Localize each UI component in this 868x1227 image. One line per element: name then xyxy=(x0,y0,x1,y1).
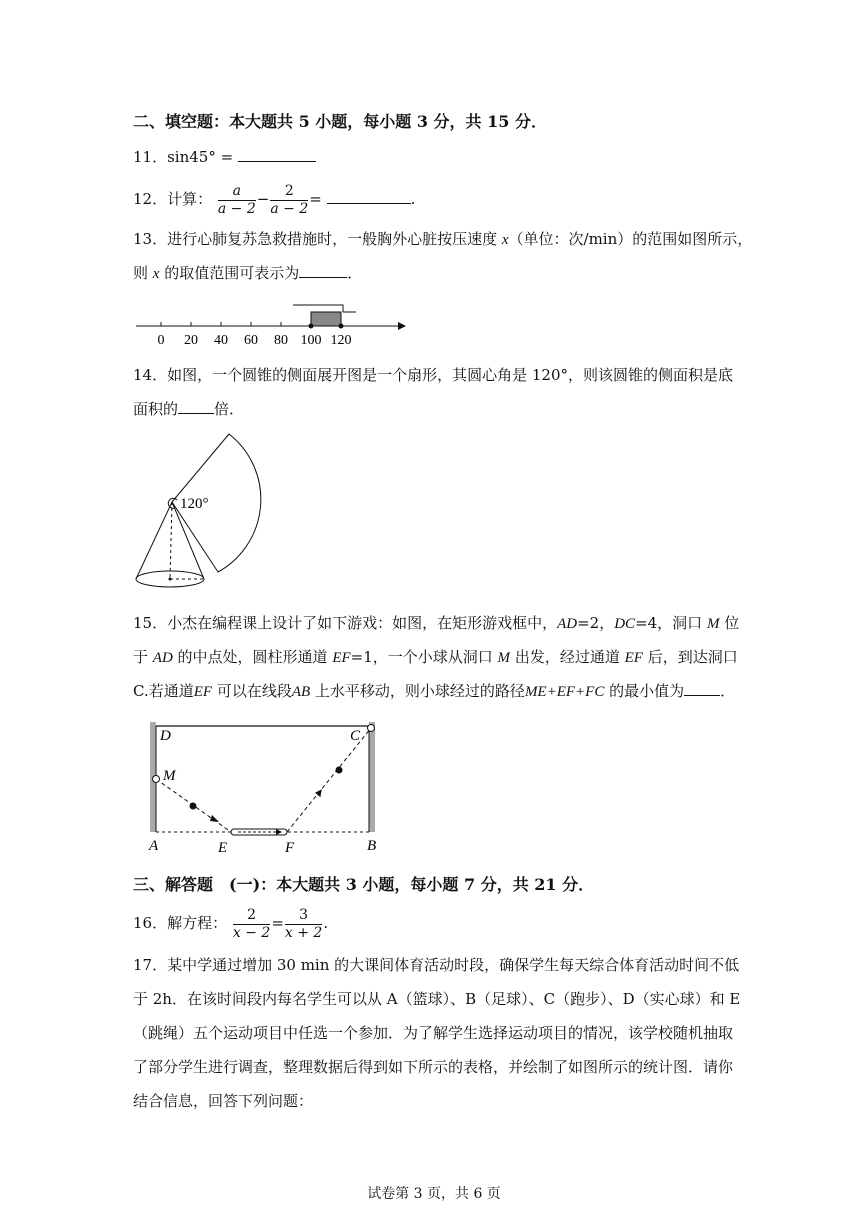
label-d: D xyxy=(160,728,171,744)
q16-fraction-1: $\frac{2}{x - 2}$ xyxy=(232,906,271,941)
range-endpoint-left xyxy=(309,324,314,329)
section-2-heading: 二、填空题：本大题共 5 小题，每小题 3 分，共 15 分． xyxy=(133,112,547,131)
page-footer: 试卷第 3 页，共 6 页 xyxy=(367,1186,501,1202)
label-e: E xyxy=(218,840,228,856)
q12-period: . xyxy=(410,190,416,208)
q12-answer-blank[interactable] xyxy=(327,189,411,204)
question-15-line-3: C.若通道EF 可以在线段AB 上水平移动，则小球经过的路径ME+EF+FC 的最小值为 ． xyxy=(133,682,736,700)
question-17-line-4: 了部分学生进行调查，整理数据后得到如下所示的表格，并绘制了如图所示的统计图．请你 xyxy=(133,1058,734,1076)
q11-expression: sin45° = xyxy=(167,148,234,166)
question-13-line-2: 则 x 的取值范围可表示为 ． xyxy=(133,264,363,282)
range-top-bracket xyxy=(293,305,343,312)
q12-minus: − xyxy=(256,190,270,208)
hole-m xyxy=(153,776,160,783)
q12-label: 12．计算： xyxy=(133,190,213,208)
cone-right-edge xyxy=(172,502,204,579)
q13-answer-blank[interactable] xyxy=(299,263,347,278)
q16-label: 16．解方程： xyxy=(133,914,228,932)
tick-label: 60 xyxy=(244,333,258,348)
q11-number: 11． xyxy=(133,148,168,166)
tick-label: 40 xyxy=(214,333,228,348)
q16-period: . xyxy=(323,914,329,932)
question-14-line-1: 14．如图，一个圆锥的侧面展开图是一个扇形，其圆心角是 120°，则该圆锥的侧面积是底 xyxy=(133,366,733,384)
path-me-arrow xyxy=(210,815,219,822)
q16-equals: = xyxy=(271,914,284,932)
label-c: C xyxy=(350,728,361,744)
cone-left-edge xyxy=(136,502,172,579)
question-17-line-3: （跳绳）五个运动项目中任选一个参加．为了解学生选择运动项目的情况，该学校随机抽取 xyxy=(133,1024,734,1042)
q12-fraction-2: $\frac{2}{a - 2}$ xyxy=(270,182,309,217)
q15-answer-blank[interactable] xyxy=(684,681,720,696)
label-b: B xyxy=(367,838,377,854)
question-16 xyxy=(133,905,328,942)
game-box-figure xyxy=(140,716,390,856)
q12-equals: = xyxy=(309,190,322,208)
ball-1 xyxy=(190,803,197,810)
range-shaded-box xyxy=(311,312,341,326)
question-12 xyxy=(133,181,415,218)
question-15-line-1: 15．小杰在编程课上设计了如下游戏：如图，在矩形游戏框中，AD=2，DC=4，洞口 M 位 xyxy=(133,614,740,632)
question-17-line-2: 于 2h．在该时间段内每名学生可以从 A（篮球）、B（足球）、C（跑步）、D（实心球）和 E xyxy=(133,990,741,1008)
question-17-line-5: 结合信息，回答下列问题： xyxy=(133,1092,314,1110)
hole-c xyxy=(368,725,375,732)
range-endpoint-right xyxy=(339,324,344,329)
label-m: M xyxy=(163,768,176,784)
label-a: A xyxy=(149,838,159,854)
q11-answer-blank[interactable] xyxy=(238,147,316,162)
question-13-line-1: 13．进行心肺复苏急救措施时，一般胸外心脏按压速度 x（单位：次/min）的范围如图所示， xyxy=(133,230,753,248)
q12-fraction-1: $\frac{a}{a - 2}$ xyxy=(217,182,256,217)
number-line-figure xyxy=(130,298,410,354)
angle-label: 120° xyxy=(180,496,209,512)
q16-fraction-2: $\frac{3}{x + 2}$ xyxy=(284,906,323,941)
question-14-line-2: 面积的 倍． xyxy=(133,400,245,418)
label-f: F xyxy=(285,840,295,856)
tick-label: 120 xyxy=(330,333,352,348)
question-15-line-2: 于 AD 的中点处，圆柱形通道 EF=1，一个小球从洞口 M 出发，经过通道 EF 后，到达洞口 xyxy=(133,648,738,666)
path-fc-arrow xyxy=(315,787,325,797)
ball-2 xyxy=(336,767,343,774)
cone-sector-figure xyxy=(128,428,273,596)
cone-height-dashed xyxy=(170,502,172,579)
tick-label: 80 xyxy=(274,333,288,348)
right-wall xyxy=(369,722,375,832)
tick-label: 20 xyxy=(184,333,198,348)
tick-label: 100 xyxy=(300,333,322,348)
question-11 xyxy=(133,147,316,167)
question-17-line-1: 17．某中学通过增加 30 min 的大课间体育活动时段，确保学生每天综合体育活动时间不低 xyxy=(133,956,740,974)
section-3-heading: 三、解答题 (一)：本大题共 3 小题，每小题 7 分，共 21 分． xyxy=(133,875,595,894)
q14-answer-blank[interactable] xyxy=(178,399,214,414)
number-line-arrow xyxy=(398,322,406,330)
tick-label: 0 xyxy=(157,333,165,348)
cone-base-center xyxy=(169,578,172,581)
